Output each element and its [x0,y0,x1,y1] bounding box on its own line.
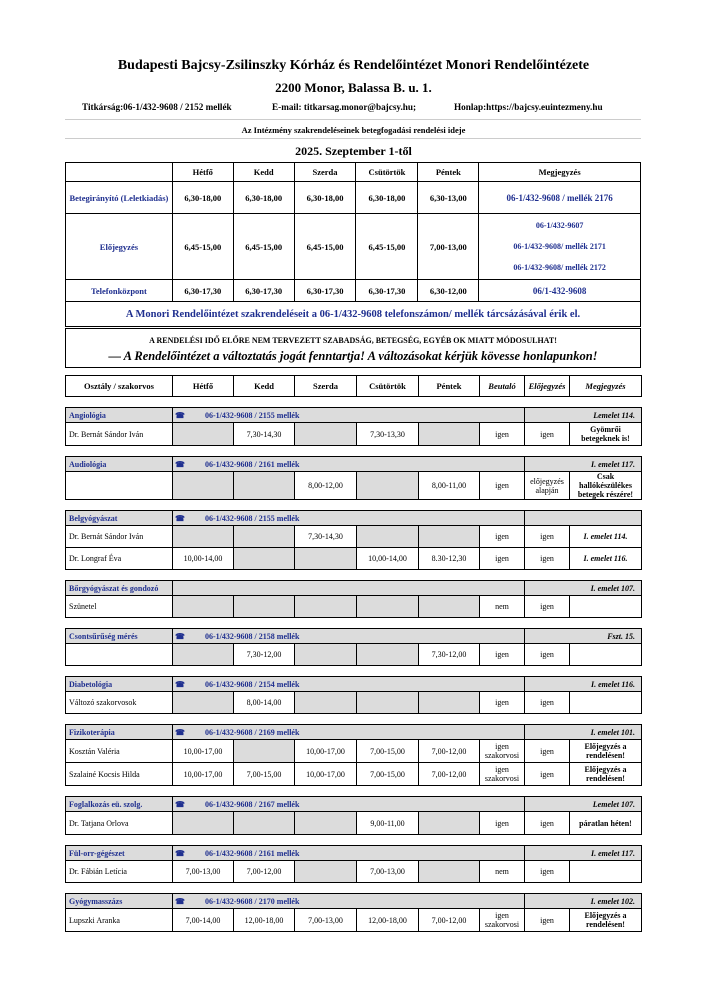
day-hours [173,644,234,666]
doctor-name: Dr. Tatjana Orlova [66,812,173,835]
schedule-row [66,548,642,570]
booking-cell: igen [525,548,570,570]
phone-icon: ☎ [175,679,185,689]
section-title: Fül-orr-gégészet [66,846,173,861]
col-header: Osztály / szakorvos [66,376,173,397]
day-hours: 10,00-17,00 [173,763,234,786]
day-hours: 7,00-15,00 [357,740,419,763]
day-hours [419,423,480,446]
section-header [66,846,642,861]
day-hours: 7,30-14,30 [234,423,295,446]
doctor-name: Változó szakorvosok [66,692,173,714]
service-name: Előjegyzés [66,214,173,280]
remark-cell: Előjegyzés a rendelésen! [570,740,642,763]
remark-cell: I. emelet 114. [570,526,642,548]
section-header [66,408,642,423]
day-hours [357,596,419,618]
section-phone [173,677,525,692]
section-title: Audiológia [66,457,173,472]
divider [65,119,641,120]
day-hours [419,861,480,883]
col-header: Megjegyzés [479,163,641,182]
col-header: Hétfő [173,376,234,397]
col-header: Péntek [419,376,480,397]
day-hours: 7,00-12,00 [419,909,480,932]
booking-cell: igen [525,909,570,932]
section-location [525,511,642,526]
phone-icon: ☎ [175,727,185,737]
spacer [66,835,642,846]
department-schedule-table [65,375,642,932]
phone-number: 06-1/432-9608 / 2167 mellék [205,799,300,809]
phone-number: 06-1/432-9608 / 2161 mellék [205,459,300,469]
intro-text: Az Intézmény szakrendeléseinek betegfogadási rendelési ideje [241,125,466,135]
day-hours [295,423,357,446]
hours-cell: 6,30-17,30 [294,280,356,302]
remark-cell: I. emelet 116. [570,548,642,570]
section-header [66,797,642,812]
warning-line-2: — A Rendelőintézet a változtatás jogát fenntartja! A változásokat kérjük kövesse honlapunkon! [108,349,598,363]
booking-cell: igen [525,692,570,714]
day-hours: 7,00-15,00 [234,763,295,786]
day-hours [295,692,357,714]
service-name: Betegirányító (Leletkiadás) [66,182,173,214]
warning-box [65,328,641,368]
schedule-row [66,526,642,548]
schedule-row [66,909,642,932]
spacer [66,618,642,629]
day-hours: 8.30-12,30 [419,548,480,570]
section-location: I. emelet 101. [525,725,642,740]
schedule-row [66,740,642,763]
phone-number: 06-1/432-9608 / 2154 mellék [205,679,300,689]
service-row [66,214,641,280]
section-location: Lemelet 114. [525,408,642,423]
day-hours [173,812,234,835]
day-hours: 7,30-12,00 [234,644,295,666]
booking-cell: igen [525,740,570,763]
day-hours [419,526,480,548]
booking-cell: igen [525,861,570,883]
day-hours [295,596,357,618]
day-hours [419,692,480,714]
day-hours: 9,00-11,00 [357,812,419,835]
note-cell: 06-1/432-9608 / mellék 2176 [479,182,641,214]
remark-cell [570,861,642,883]
booking-cell: igen [525,423,570,446]
booking-cell: előjegyzés alapján [525,472,570,500]
section-phone [173,797,525,812]
hours-cell: 6,45-15,00 [233,214,294,280]
spacer [66,446,642,457]
day-hours [173,423,234,446]
booking-cell: igen [525,526,570,548]
col-header: Beutaló [480,376,525,397]
referral-cell: igen [480,472,525,500]
day-hours [173,596,234,618]
phone-number: 06-1/432-9608 / 2161 mellék [205,848,300,858]
reception-hours-table [65,162,641,327]
referral-cell: igen szakorvosi [480,909,525,932]
hours-cell: 6,45-15,00 [356,214,418,280]
col-header: Csütörtök [356,163,418,182]
phone-icon: ☎ [175,513,185,523]
note-line: 06-1/432-9608/ mellék 2171 [513,242,606,251]
phone-number: 06-1/432-9608 / 2158 mellék [205,631,300,641]
spacer [66,714,642,725]
hours-cell: 6,45-15,00 [172,214,233,280]
day-hours: 7,30-14,30 [295,526,357,548]
spacer [66,883,642,894]
day-hours [419,596,480,618]
remark-cell [570,692,642,714]
remark-cell: Gyömrői betegeknek is! [570,423,642,446]
service-row [66,280,641,302]
section-header [66,629,642,644]
day-hours: 7,00-12,00 [234,861,295,883]
doctor-name: Szalainé Kocsis Hilda [66,763,173,786]
institution-address: 2200 Monor, Balassa B. u. 1. [275,80,432,95]
day-hours: 7,30-13,30 [357,423,419,446]
booking-cell: igen [525,596,570,618]
section-location: I. emelet 117. [525,457,642,472]
col-header: Kedd [234,376,295,397]
referral-cell: nem [480,596,525,618]
contact-email[interactable]: E-mail: titkarsag.monor@bajcsy.hu; [272,102,417,112]
effective-date: 2025. Szeptember 1-től [295,144,412,158]
day-hours: 10,00-14,00 [357,548,419,570]
section-phone [173,457,525,472]
day-hours [234,472,295,500]
schedule-row [66,644,642,666]
doctor-name: Dr. Fábián Letícia [66,861,173,883]
section-title: Csontsűrűség mérés [66,629,173,644]
spacer [66,666,642,677]
hours-cell: 6,30-18,00 [294,182,356,214]
section-phone [173,725,525,740]
phone-icon: ☎ [175,459,185,469]
col-header: Csütörtök [357,376,419,397]
divider [65,138,641,139]
hours-cell: 6,30-17,30 [233,280,294,302]
doctor-name: Dr. Bernát Sándor Iván [66,423,173,446]
day-hours: 10,00-17,00 [295,763,357,786]
note-cell [479,214,641,280]
phone-icon: ☎ [175,631,185,641]
day-hours: 10,00-14,00 [173,548,234,570]
remark-cell [570,644,642,666]
col-header: Kedd [233,163,294,182]
day-hours [234,740,295,763]
day-hours [295,812,357,835]
hours-cell: 6,30-18,00 [233,182,294,214]
doctor-name: Szünetel [66,596,173,618]
col-header: Megjegyzés [570,376,642,397]
hours-cell: 6,30-12,00 [418,280,479,302]
day-hours: 7,00-13,00 [295,909,357,932]
section-header [66,581,642,596]
section-location: I. emelet 107. [525,581,642,596]
phone-icon: ☎ [175,896,185,906]
section-title: Belgyógyászat [66,511,173,526]
referral-cell: igen [480,548,525,570]
day-hours [295,861,357,883]
day-hours: 7,00-14,00 [173,909,234,932]
day-hours: 8,00-11,00 [419,472,480,500]
phone-number: 06-1/432-9608 / 2170 mellék [205,896,300,906]
day-hours: 12,00-18,00 [357,909,419,932]
schedule-row [66,763,642,786]
day-hours: 7,00-12,00 [419,740,480,763]
day-hours [295,548,357,570]
note-line: 06-1/432-9608/ mellék 2172 [513,263,606,272]
phone-icon: ☎ [175,848,185,858]
doctor-name [66,644,173,666]
day-hours [419,812,480,835]
schedule-row [66,812,642,835]
note-cell: 06/1-432-9608 [479,280,641,302]
day-hours [357,692,419,714]
schedule-row [66,472,642,500]
section-phone [173,408,525,423]
section-phone [173,511,525,526]
day-hours: 7,00-15,00 [357,763,419,786]
schedule-row [66,596,642,618]
referral-cell: igen [480,812,525,835]
day-hours [234,526,295,548]
booking-cell: igen [525,763,570,786]
section-location: Lemelet 107. [525,797,642,812]
phone-icon: ☎ [175,799,185,809]
day-hours: 12,00-18,00 [234,909,295,932]
warning-line-1: A RENDELÉSI IDŐ ELŐRE NEM TERVEZETT SZABADSÁG, BETEGSÉG, EGYÉB OK MIATT MÓDOSULHAT! [149,336,557,345]
spacer [66,397,642,408]
phone-number: 06-1/432-9608 / 2155 mellék [205,410,300,420]
col-header: Előjegyzés [525,376,570,397]
day-hours: 7,00-12,00 [419,763,480,786]
day-hours: 7,00-13,00 [173,861,234,883]
section-title: Angiológia [66,408,173,423]
day-hours: 10,00-17,00 [295,740,357,763]
remark-cell: Csak hallókészülékes betegek részére! [570,472,642,500]
referral-cell: igen [480,644,525,666]
section-header [66,894,642,909]
contact-web[interactable]: Honlap:https://bajcsy.euintezmeny.hu [454,102,603,112]
spacer [66,786,642,797]
section-title: Fizikoterápia [66,725,173,740]
remark-cell: Előjegyzés a rendelésen! [570,909,642,932]
doctor-name [66,472,173,500]
referral-cell: igen [480,692,525,714]
section-header [66,677,642,692]
doctor-name: Kosztán Valéria [66,740,173,763]
section-title: Diabetológia [66,677,173,692]
phone-icon: ☎ [175,410,185,420]
day-hours [357,472,419,500]
schedule-row [66,861,642,883]
col-header: Szerda [294,163,356,182]
hours-cell: 6,30-17,30 [356,280,418,302]
section-header [66,725,642,740]
col-header: Péntek [418,163,479,182]
referral-cell: igen [480,526,525,548]
day-hours [173,472,234,500]
day-hours [234,812,295,835]
remark-cell: páratlan héten! [570,812,642,835]
schedule-row [66,423,642,446]
section-header [66,457,642,472]
spacer [66,500,642,511]
hours-cell: 7,00-13,00 [418,214,479,280]
col-header: Szerda [295,376,357,397]
referral-cell: nem [480,861,525,883]
section-phone [173,846,525,861]
referral-cell: igen szakorvosi [480,763,525,786]
institution-title: Budapesti Bajcsy-Zsilinszky Kórház és Rendelőintézet Monori Rendelőintézete [117,58,590,73]
day-hours [357,526,419,548]
hours-cell: 6,30-17,30 [172,280,233,302]
booking-cell: igen [525,812,570,835]
section-location: Fszt. 15. [525,629,642,644]
section-title: Bőrgyógyászat és gondozó [66,581,173,596]
section-location: I. emelet 116. [525,677,642,692]
service-row [66,182,641,214]
col-header [66,163,173,182]
day-hours [173,692,234,714]
day-hours: 8,00-12,00 [295,472,357,500]
referral-cell: igen [480,423,525,446]
doctor-name: Dr. Bernát Sándor Iván [66,526,173,548]
day-hours [357,644,419,666]
day-hours [173,526,234,548]
hours-cell: 6,30-18,00 [172,182,233,214]
section-location: I. emelet 102. [525,894,642,909]
contact-phone: Titkárság:06-1/432-9608 / 2152 mellék [82,102,232,112]
section-phone [173,629,525,644]
section-phone [173,894,525,909]
section-location: I. emelet 117. [525,846,642,861]
day-hours: 8,00-14,00 [234,692,295,714]
service-name: Telefonközpont [66,280,173,302]
day-hours [295,644,357,666]
col-header: Hétfő [172,163,233,182]
phone-number: 06-1/432-9608 / 2169 mellék [205,727,300,737]
remark-cell: Előjegyzés a rendelésen! [570,763,642,786]
doctor-name: Lupszki Aranka [66,909,173,932]
hours-cell: 6,30-18,00 [356,182,418,214]
referral-cell: igen szakorvosi [480,740,525,763]
day-hours: 7,00-13,00 [357,861,419,883]
section-phone [173,581,525,596]
hours-cell: 6,30-13,00 [418,182,479,214]
remark-cell [570,596,642,618]
spacer [66,570,642,581]
schedule-row [66,692,642,714]
hours-cell: 6,45-15,00 [294,214,356,280]
phone-info-footer: A Monori Rendelőintézet szakrendeléseit a 06-1/432-9608 telefonszámon/ mellék tárcsázásával érik el. [66,302,641,327]
doctor-name: Dr. Longraf Éva [66,548,173,570]
day-hours: 7,30-12,00 [419,644,480,666]
phone-number: 06-1/432-9608 / 2155 mellék [205,513,300,523]
section-header [66,511,642,526]
day-hours [234,596,295,618]
section-title: Foglalkozás eü. szolg. [66,797,173,812]
day-hours [234,548,295,570]
section-title: Gyógymasszázs [66,894,173,909]
note-line: 06-1/432-9607 [535,221,584,230]
day-hours: 10,00-17,00 [173,740,234,763]
booking-cell: igen [525,644,570,666]
